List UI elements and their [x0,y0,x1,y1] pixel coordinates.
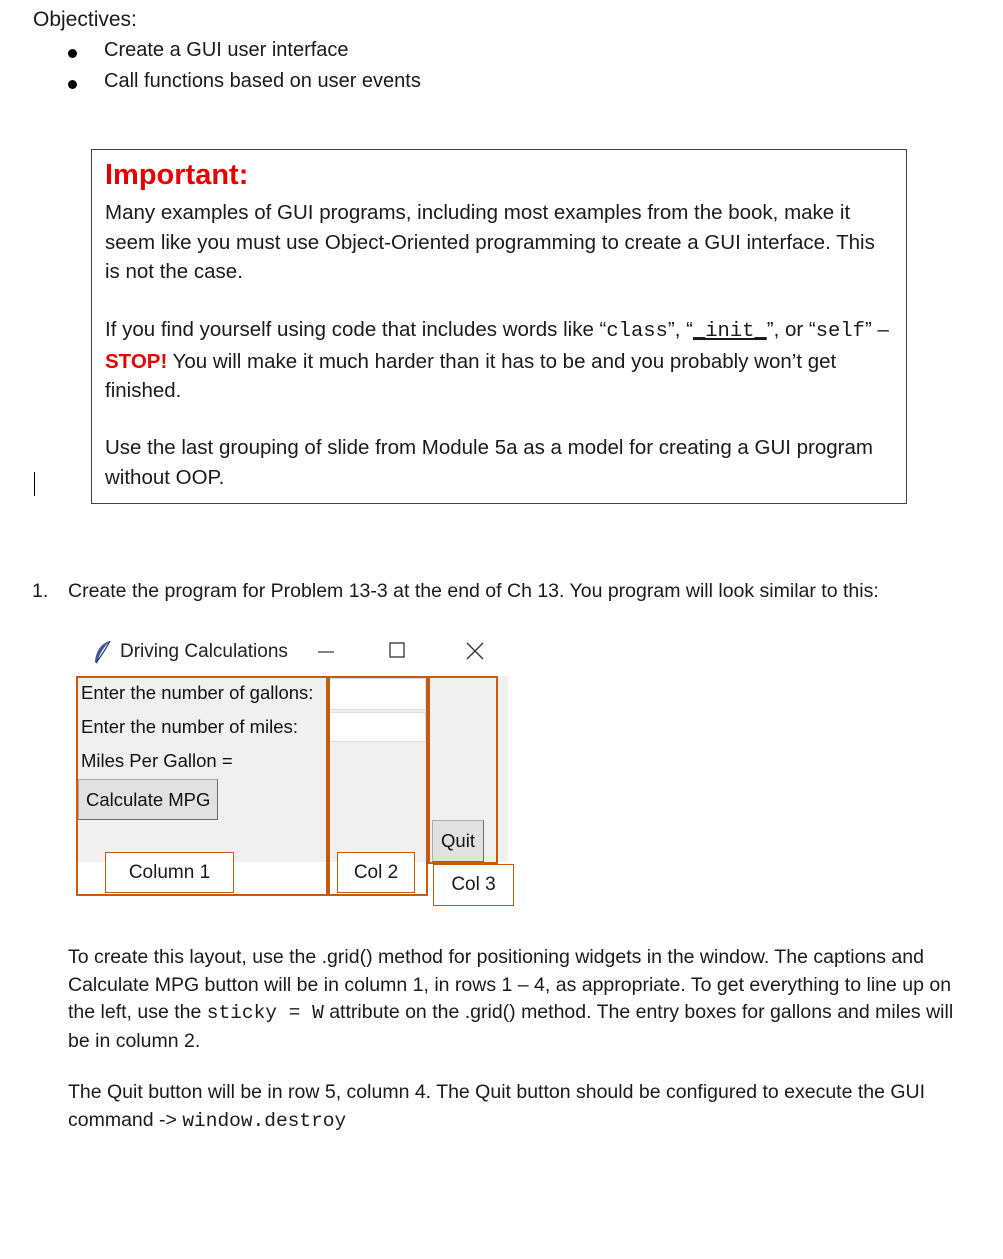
important-paragraph-3: Use the last grouping of slide from Module 5a as a model for creating a GUI program without OOP. [105,436,873,489]
objectives-heading: Objectives: [33,8,137,31]
important-paragraph-2 [105,315,895,406]
feather-icon [92,640,114,672]
instructions-paragraph-2 [68,1079,978,1135]
mpg-label: Miles Per Gallon = [81,750,233,771]
miles-label: Enter the number of miles: [81,716,298,737]
para-text: ”, “ [667,318,693,341]
list-number: 1. [32,580,49,602]
list-item-text: Call functions based on user events [104,70,421,92]
para-text: ”, or “ [766,318,816,341]
text-cursor [34,472,35,496]
para-text: To create this layout, use the .grid() method for positioning widgets in the window. The captions and Calculate MPG button will be in column 1, in rows 1 – 4, as appropriate. To get everything to line up on the left, use the [68,946,952,1023]
code-sticky: sticky = W [206,1002,324,1024]
bullet-icon [68,49,77,58]
code-destroy: window.destroy [182,1109,347,1132]
code-self: self [815,320,865,343]
para-text: The Quit button will be in row 5, column 4. The Quit button should be configured to execute the GUI command -> [68,1081,926,1131]
important-paragraph-1: Many examples of GUI programs, including most examples from the book, make it seem like you must use Object-Oriented programming to create a GUI interface. This is not the case. [105,201,875,283]
gui-window-screenshot [76,632,516,912]
caption-column-2: Col 2 [337,852,415,893]
code-init: _init_ [692,320,767,343]
code-class: class [606,320,668,343]
column-3-frame [428,676,498,864]
close-icon[interactable] [464,640,486,668]
maximize-icon[interactable] [388,640,408,666]
minimize-icon[interactable] [316,638,336,668]
para-text: attribute on the .grid() method. The entry boxes for gallons and miles will be in column 2. [68,1001,954,1052]
quit-button[interactable]: Quit [432,820,484,862]
para-text: ” – [864,318,889,341]
calculate-mpg-button[interactable]: Calculate MPG [78,779,218,820]
caption-column-3: Col 3 [433,864,514,906]
para-text: You will make it much harder than it has to be and you probably won’t get finished. [105,349,837,402]
para-text: If you find yourself using code that includes words like “ [105,318,607,341]
important-title: Important: [105,159,249,191]
window-title: Driving Calculations [120,641,288,662]
gallons-label: Enter the number of gallons: [81,682,314,703]
item-1-text: Create the program for Problem 13-3 at the end of Ch 13. You program will look similar to this: [68,580,879,602]
window-titlebar [76,632,508,672]
bullet-icon [68,80,77,89]
instructions-paragraph-1 [68,944,978,1055]
stop-word: STOP! [105,349,168,373]
important-box [91,149,907,504]
list-item-text: Create a GUI user interface [104,39,349,61]
caption-column-1: Column 1 [105,852,234,893]
